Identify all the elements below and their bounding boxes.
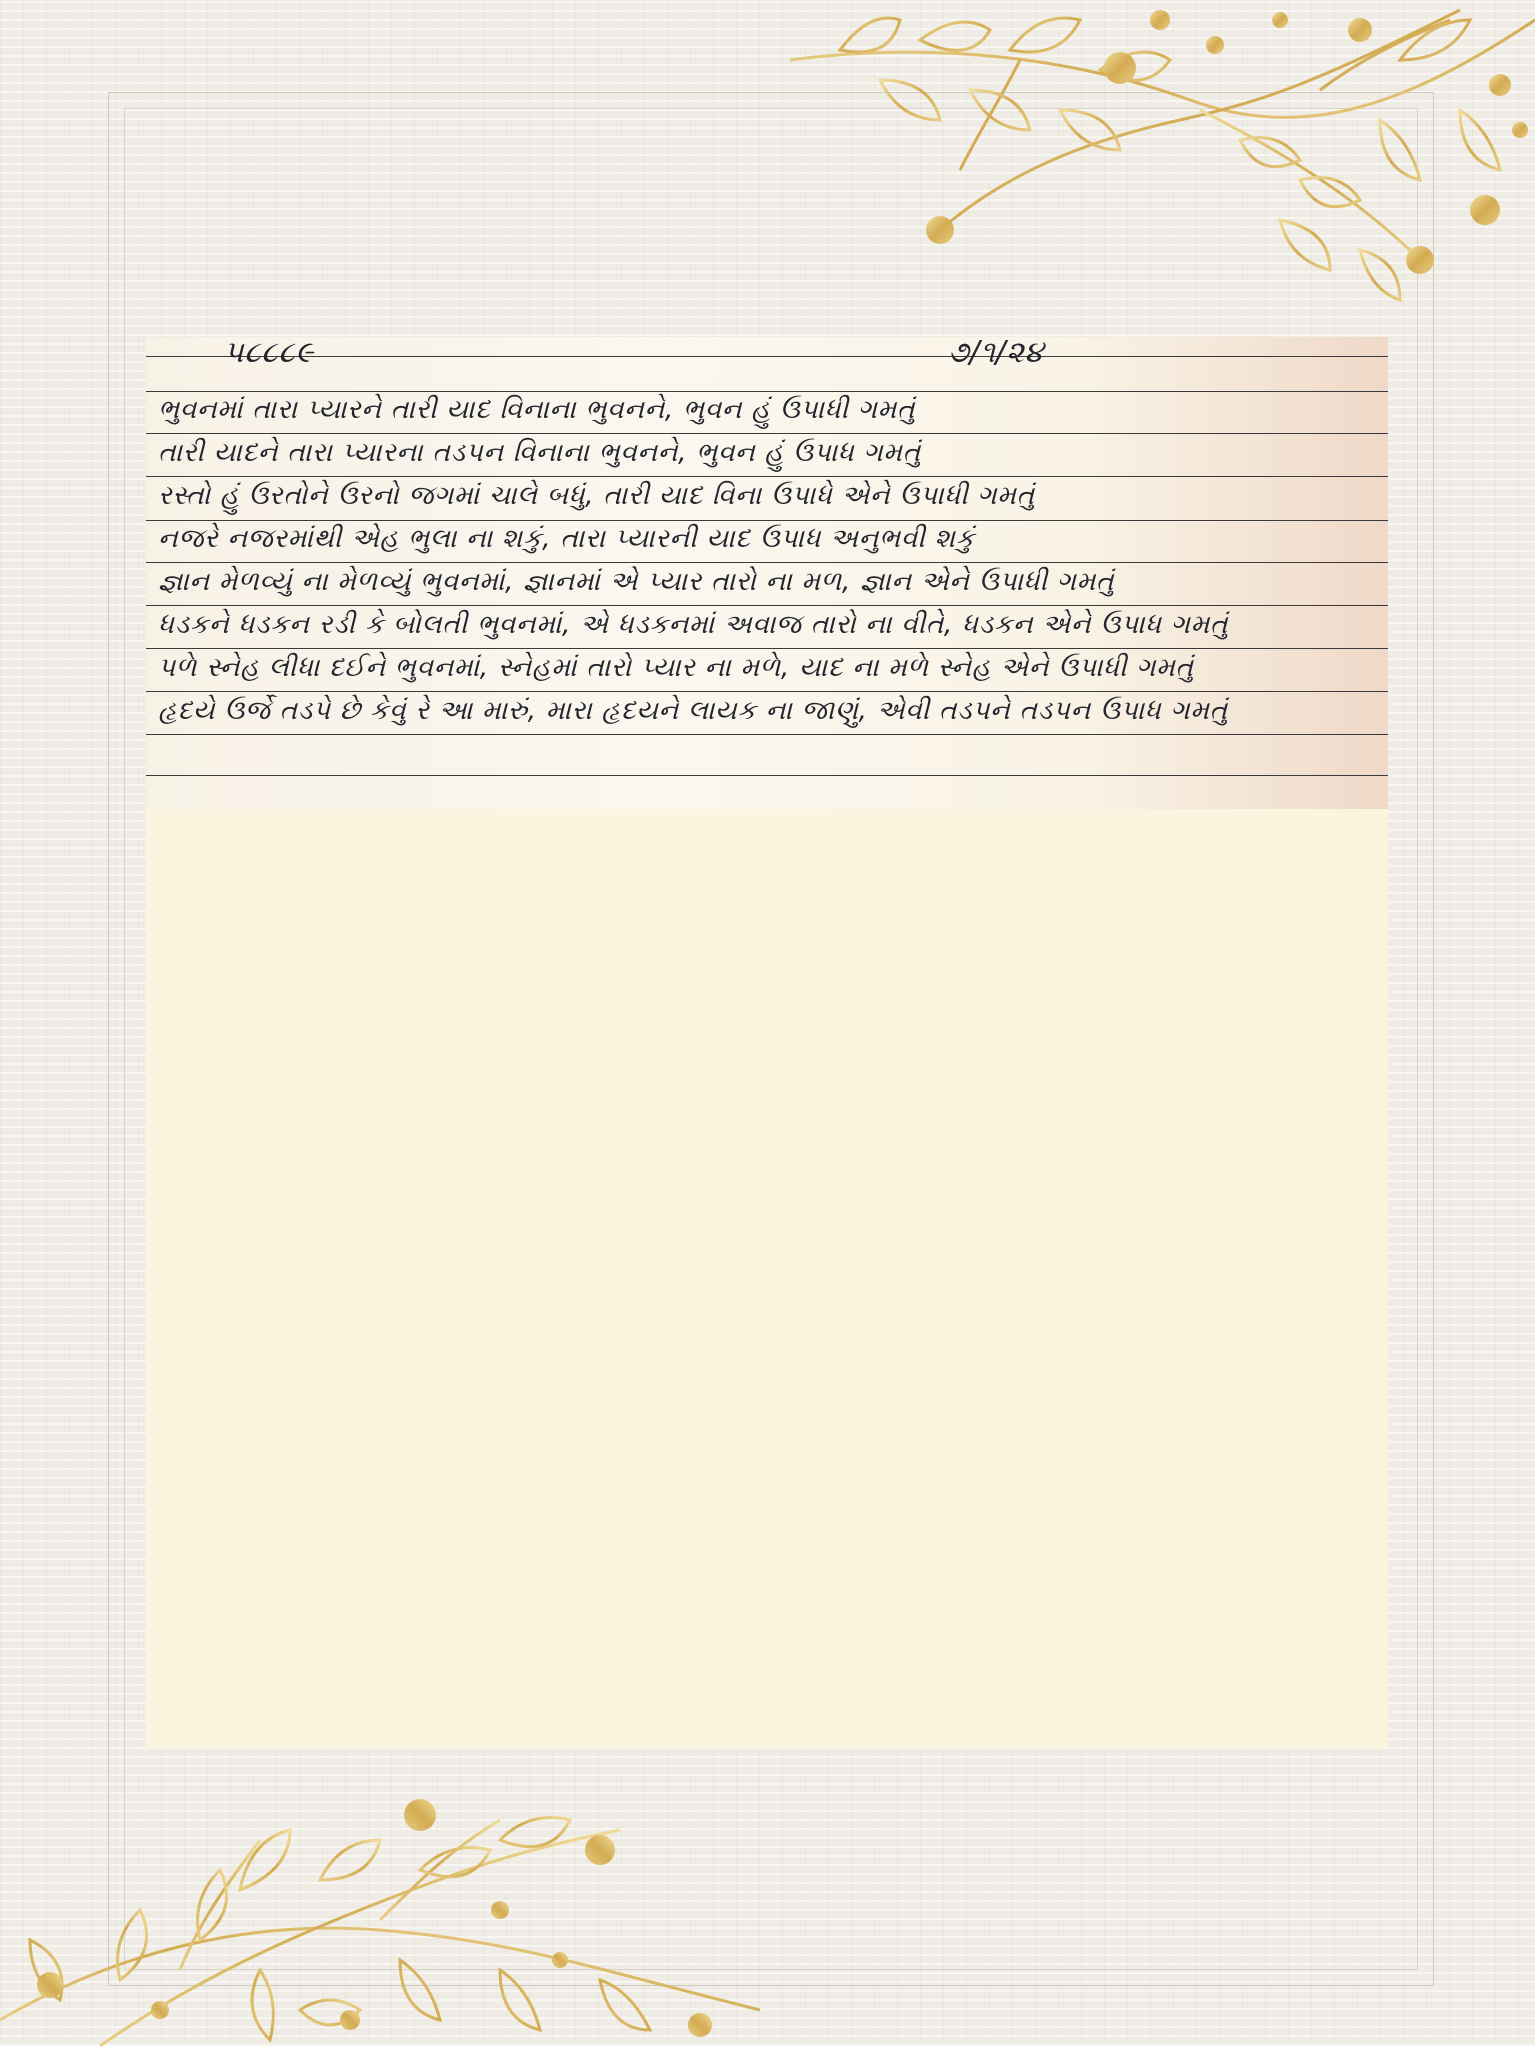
note-line: રસ્તો હું ઉરતોને ઉરનો જગમાં ચાલે બધું, તારી યાદ વિના ઉપાધે એને ઉપાધી ગમતું xyxy=(158,480,1035,511)
handwritten-note xyxy=(146,337,1388,809)
note-date: ૭/૧/૨૪ xyxy=(948,337,1044,370)
note-code: પ૮૮૮૯ xyxy=(224,337,314,370)
ruled-line xyxy=(146,391,1388,392)
ruled-line xyxy=(146,433,1388,434)
ruled-line xyxy=(146,734,1388,735)
note-line: ધડકને ધડકન રડી કે બોલતી ભુવનમાં, એ ધડકનમાં અવાજ તારો ના વીતે, ધડકન એને ઉપાધ ગમતું xyxy=(158,609,1229,640)
note-line: તારી યાદને તારા પ્યારના તડપન વિનાના ભુવનને, ભુવન હું ઉપાધ ગમતું xyxy=(158,437,921,468)
note-line: જ્ઞાન મેળવ્યું ના મેળવ્યું ભુવનમાં, જ્ઞાનમાં એ પ્યાર તારો ના મળ, જ્ઞાન એને ઉપાધી ગમતું xyxy=(158,566,1115,597)
ruled-line xyxy=(146,648,1388,649)
note-line: નજરે નજરમાંથી એહ ભુલા ના શકું, તારા પ્યારની યાદ ઉપાધ અનુભવી શકું xyxy=(158,523,975,554)
note-line: પળે સ્નેહ લીધા દઈને ભુવનમાં, સ્નેહમાં તારો પ્યાર ના મળે, યાદ ના મળે સ્નેહ એને ઉપાધી ગમતું xyxy=(158,652,1194,683)
ruled-line xyxy=(146,605,1388,606)
ruled-line xyxy=(146,356,1388,357)
ruled-line xyxy=(146,520,1388,521)
note-line: હૃદયે ઉર્જે તડપે છે કેવું રે આ મારું, મારા હૃદયને લાયક ના જાણું, એવી તડપને તડપન ઉપાધ ગમતું xyxy=(158,695,1228,726)
ruled-line xyxy=(146,562,1388,563)
ruled-line xyxy=(146,775,1388,776)
gold-leaf-sprig-icon xyxy=(760,0,1535,310)
ruled-line xyxy=(146,476,1388,477)
note-line: ભુવનમાં તારા પ્યારને તારી યાદ વિનાના ભુવનને, ભુવન હું ઉપાધી ગમતું xyxy=(158,394,916,425)
ruled-line xyxy=(146,691,1388,692)
gold-leaf-sprig-icon xyxy=(0,1770,800,2046)
